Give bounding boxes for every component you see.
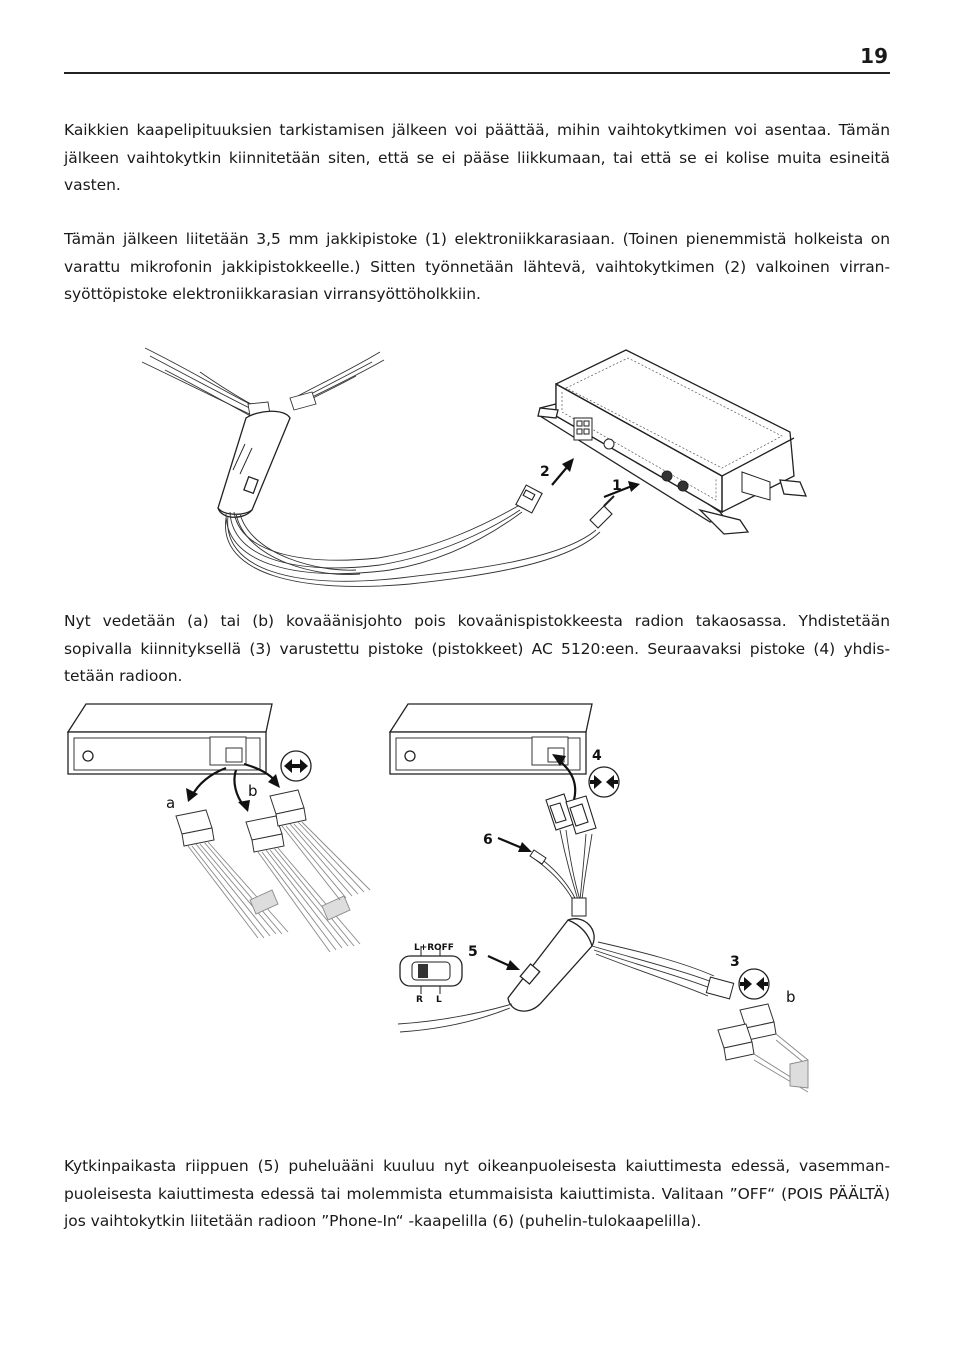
switch-position-detail [400, 943, 462, 1005]
callout-5: 5 [468, 944, 478, 960]
switch-label-lr: L+R [414, 943, 435, 953]
label-b: b [248, 782, 258, 800]
switch-label-l: L [436, 995, 442, 1005]
connect-icon-4 [589, 767, 619, 797]
label-a: a [166, 794, 176, 812]
switch-label-r: R [416, 995, 423, 1005]
paragraph-1: Kaikkien kaapelipituuksien tarkistamisen jälkeen voi päättää, mihin vaihtokytkimen voi asentaa. Tämän jälkeen vaihtokytkin kiinnitetään siten, että se ei pääse liikkumaan, tai että se ei kolise muita esineitä vasten. [64, 121, 890, 194]
connect-icon-3 [739, 969, 769, 999]
label-b-fig3: b [786, 988, 796, 1006]
page-number: 19 [860, 44, 888, 68]
paragraph-3: Nyt vedetään (a) tai (b) kovaäänisjohto pois kovaänispistokkeesta radion takaosassa. Yhdistetään sopivalla kiinnityksellä (3) varustettu pistoke (pistokkeet) AC 5120:een. Seuraavaksi pistoke (4) yhdis-tetään radioon. [64, 612, 890, 685]
callout-4: 4 [592, 748, 602, 764]
paragraph-2: Tämän jälkeen liitetään 3,5 mm jakkipistoke (1) elektroniikkarasiaan. (Toinen pienemmistä holkeista on varattu mikrofonin jakkipistokkeelle.) Sitten työnnetään lähtevä, vaihtokytkimen (2) valkoinen virran-syöttöpistoke elektroniikkarasian virransyöttöholkkiin. [64, 230, 890, 303]
callout-2: 2 [540, 464, 550, 480]
callout-1: 1 [612, 478, 622, 494]
callout-6: 6 [483, 832, 493, 848]
switch-label-off: OFF [434, 943, 454, 953]
paragraph-4: Kytkinpaikasta riippuen (5) puheluääni kuuluu nyt oikeanpuoleisesta kaiuttimesta edessä, vasemman-puoleisesta kaiuttimesta edessä tai molemmista etummaisista kaiuttimista. Valitaan ”OFF“ (POIS PÄÄLTÄ) jos vaihtokytkin liitetään radioon ”Phone-In“ -kaapelilla (6) (puhelin-tulokaapelilla). [64, 1157, 890, 1230]
callout-3: 3 [730, 954, 740, 970]
